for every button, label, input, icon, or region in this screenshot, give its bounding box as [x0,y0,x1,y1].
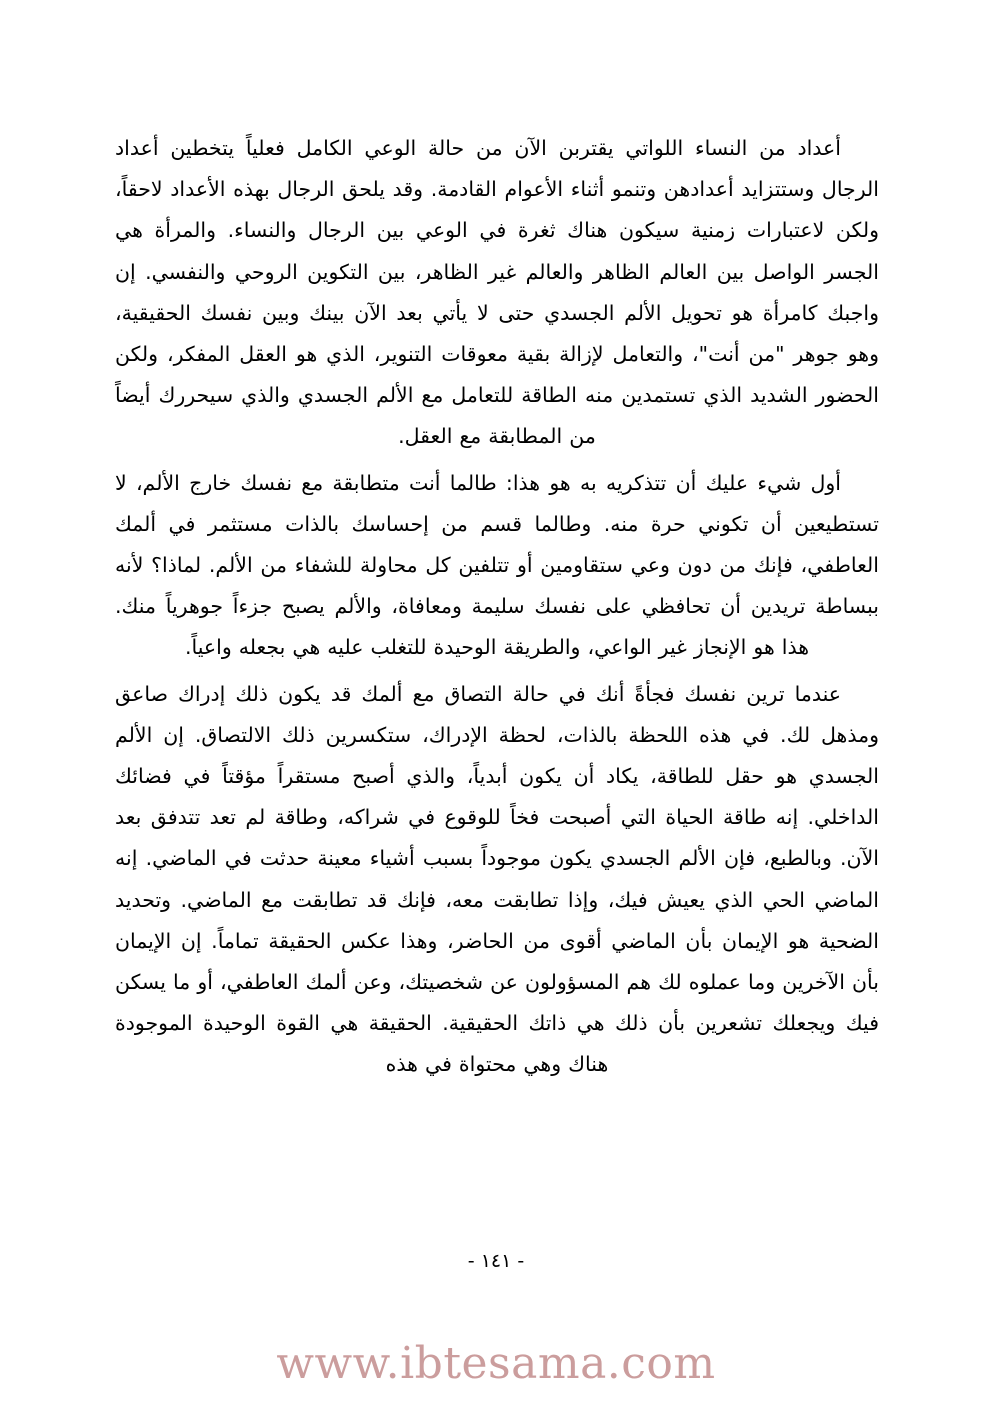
site-watermark: www.ibtesama.com [276,1338,716,1389]
page-text-body [115,128,879,1091]
paragraph-2: أول شيء عليك أن تتذكريه به هو هذا: طالما أنت متطابقة مع نفسك خارج الألم، لا تستطيعين أن تكوني حرة منه. وطالما قسم من إحساسك بالذات مستثمر في ألمك العاطفي، فإنك من دون وعي ستقاومين أو تتلفين كل محاولة للشفاء من الألم. لماذا؟ لأنه ببساطة تريدين أن تحافظي على نفسك سليمة ومعافاة، والألم يصبح جزءاً جوهرياً منك. هذا هو الإنجاز غير الواعي، والطريقة الوحيدة للتغلب عليه هي بجعله واعياً. [115,470,879,660]
paragraph-3: عندما ترين نفسك فجأةً أنك في حالة التصاق مع ألمك قد يكون ذلك إدراك صاعق ومذهل لك. في هذه اللحظة بالذات، لحظة الإدراك، ستكسرين ذلك الالتصاق. إن الألم الجسدي هو حقل للطاقة، يكاد أن يكون أبدياً، والذي أصبح مستقراً مؤقتاً في فضائك الداخلي. إنه طاقة الحياة التي أصبحت فخاً للوقوع في شراكه، وطاقة لم تعد تتدفق بعد الآن. وبالطبع، فإن الألم الجسدي يكون موجوداً بسبب أشياء معينة حدثت في الماضي. إنه الماضي الحي الذي يعيش فيك، وإذا تطابقت معه، فإنك قد تطابقت مع الماضي. وتحديد الضحية هو الإيمان بأن الماضي أقوى من الحاضر، وهذا عكس الحقيقة تماماً. إن الإيمان بأن الآخرين وما عملوه لك هم المسؤولون عن شخصيتك، وعن ألمك العاطفي، أو ما يسكن فيك ويجعلك تشعرين بأن ذلك هي ذاتك الحقيقية. الحقيقة هي القوة الوحيدة الموجودة هناك وهي محتواة في هذه [115,681,879,1077]
page-number: - ١٤١ - [467,1250,525,1272]
paragraph-1: أعداد من النساء اللواتي يقتربن الآن من حالة الوعي الكامل فعلياً يتخطين أعداد الرجال وستتزايد أعدادهن وتنمو أثناء الأعوام القادمة. وقد يلحق الرجال بهذه الأعداد لاحقاً، ولكن لاعتبارات زمنية سيكون هناك ثغرة في الوعي بين الرجال والنساء. والمرأة هي الجسر الواصل بين العالم الظاهر والعالم غير الظاهر، بين التكوين الروحي والنفسي. إن واجبك كامرأة هو تحويل الألم الجسدي حتى لا يأتي بعد الآن بينك وبين نفسك الحقيقية، وهو جوهر "من أنت"، والتعامل لإزالة بقية معوقات التنوير، الذي هو العقل المفكر، ولكن الحضور الشديد الذي تستمدين منه الطاقة للتعامل مع الألم الجسدي والذي سيحررك أيضاً من المطابقة مع العقل. [115,136,879,449]
